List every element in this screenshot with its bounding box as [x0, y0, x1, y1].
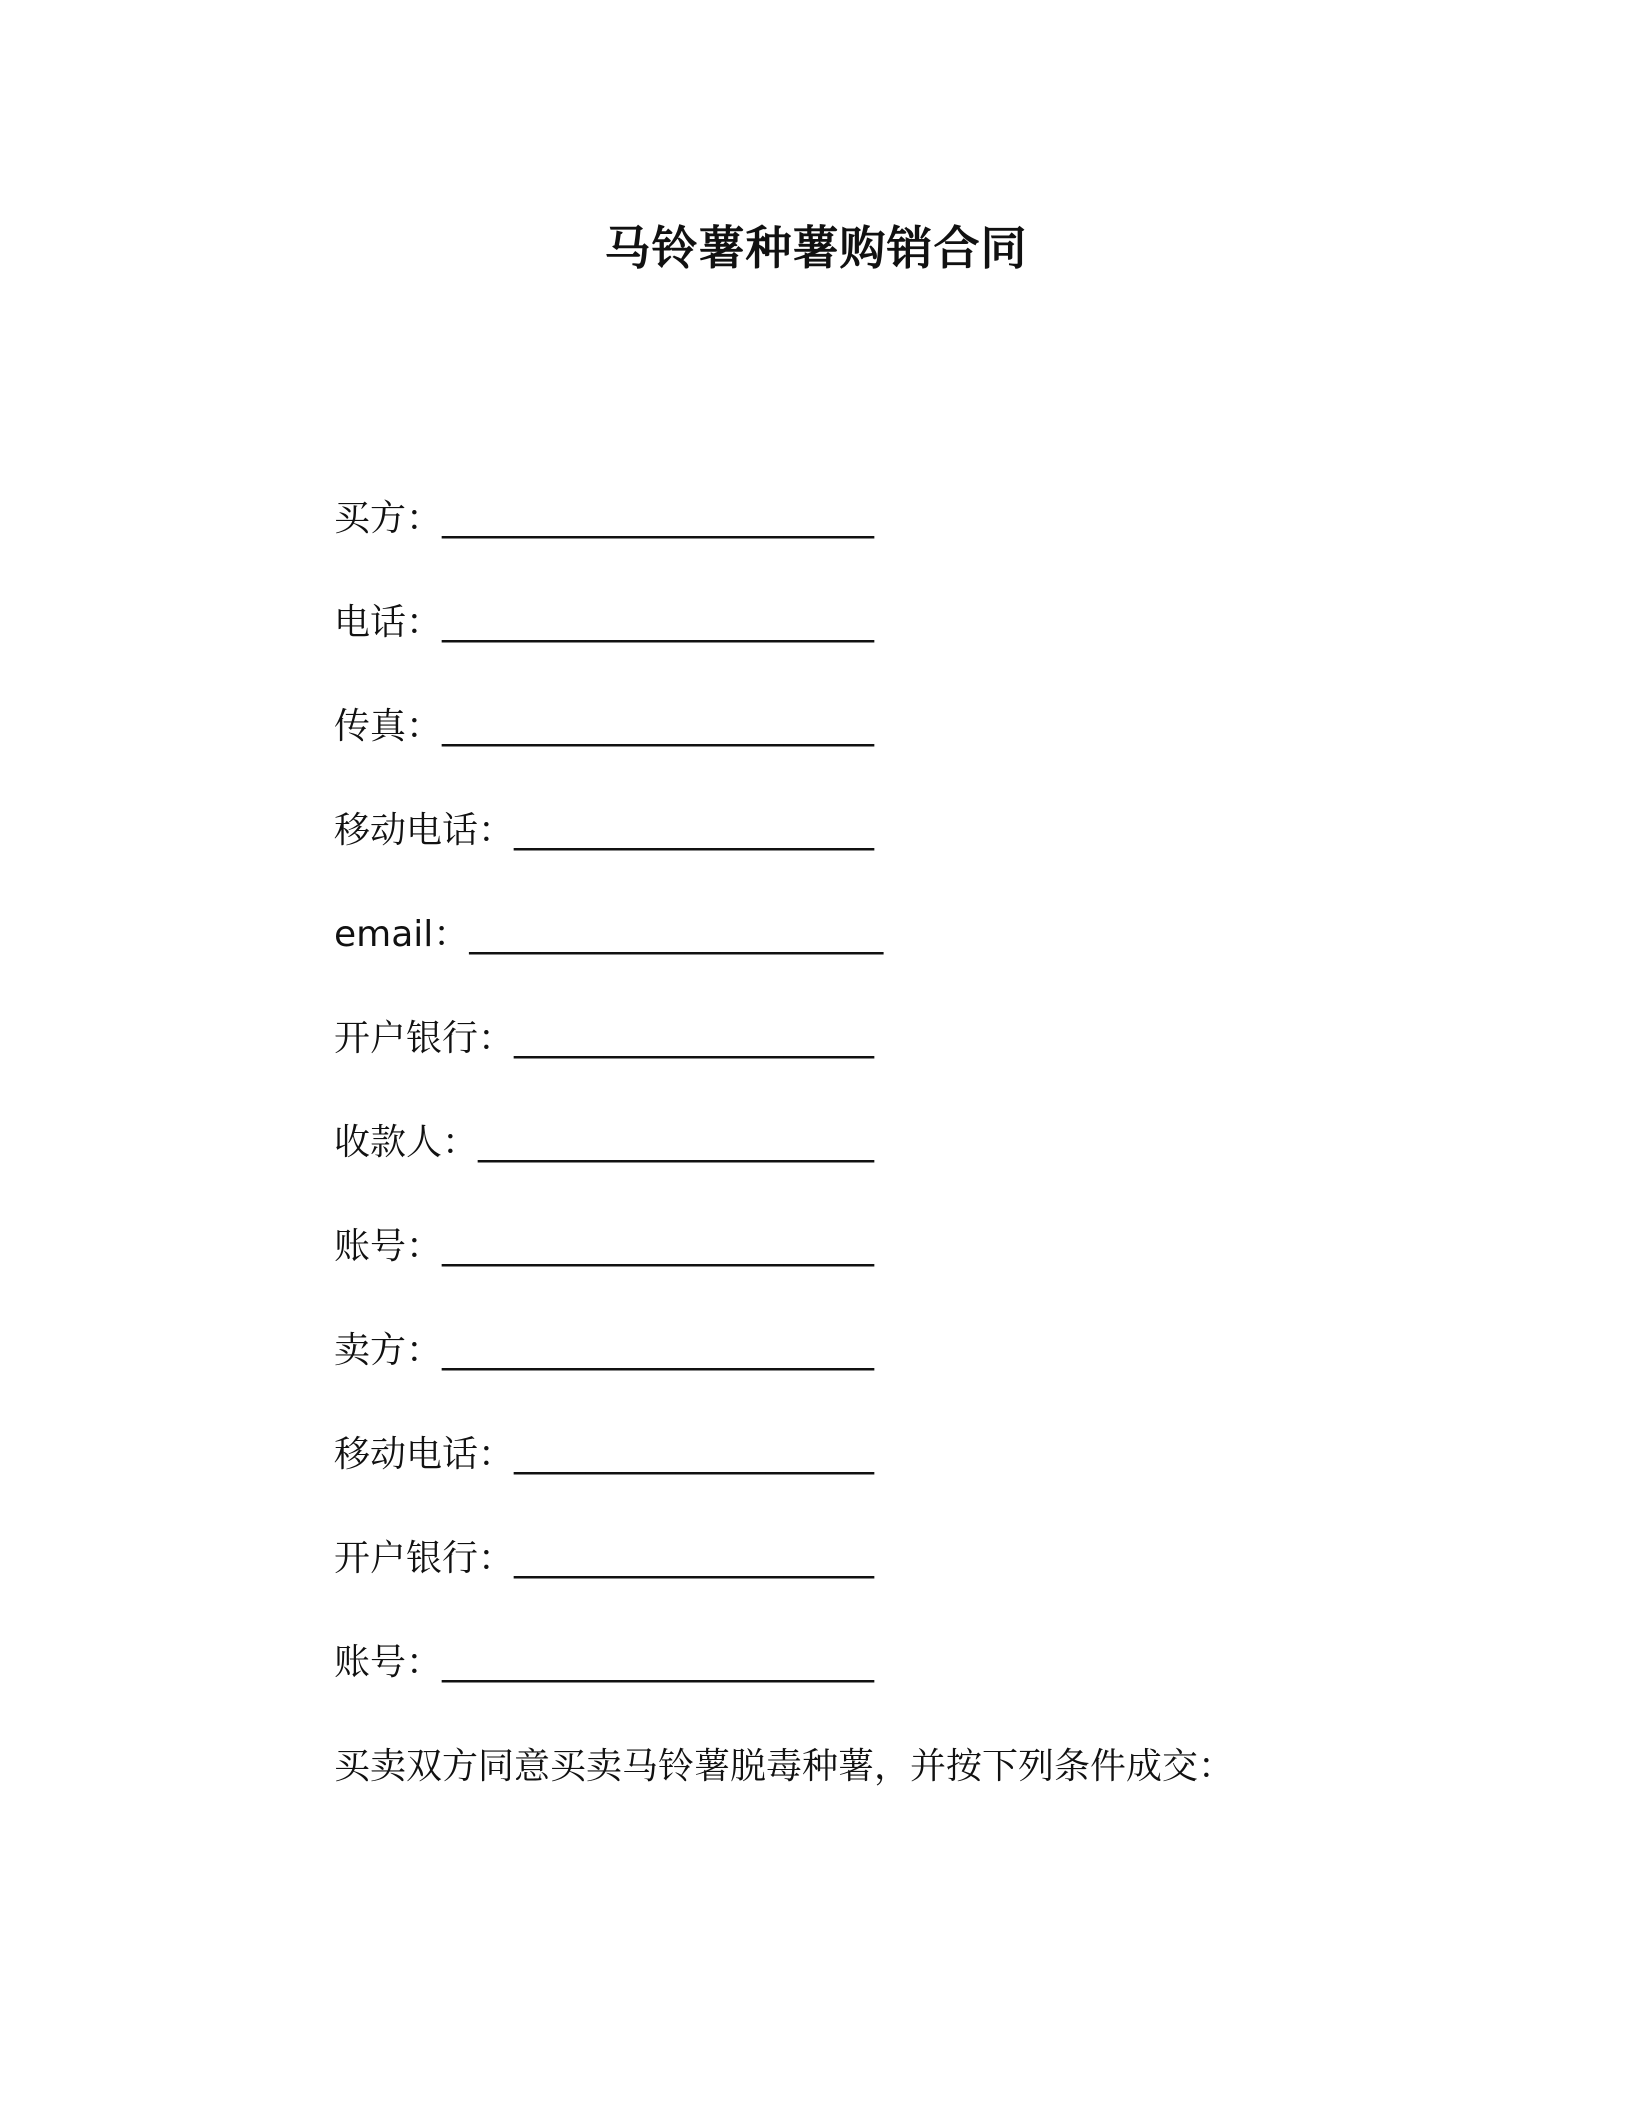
blank-line: ____________________ — [514, 1018, 875, 1059]
seller-field — [334, 1326, 1334, 1430]
field-label: 移动电话： — [334, 810, 515, 851]
blank-line: ________________________ — [442, 1330, 875, 1371]
account-field — [334, 1222, 1334, 1326]
blank-line: ______________________ — [478, 1122, 875, 1163]
contract-party-fields — [334, 494, 1334, 1742]
field-label: 开户银行： — [334, 1538, 515, 1579]
field-label: 账号： — [334, 1642, 443, 1683]
blank-line: ____________________ — [514, 1434, 875, 1475]
blank-line: ________________________ — [442, 602, 875, 643]
field-label: 账号： — [334, 1226, 443, 1267]
bank-field — [334, 1014, 1334, 1118]
field-label: 移动电话： — [334, 1434, 515, 1475]
blank-line: _______________________ — [469, 914, 884, 955]
blank-line: ________________________ — [442, 1642, 875, 1683]
seller-account-field — [334, 1638, 1334, 1742]
blank-line: ____________________ — [514, 810, 875, 851]
agreement-statement: 买卖双方同意买卖马铃薯脱毒种薯，并按下列条件成交： — [334, 1746, 1235, 1787]
blank-line: ________________________ — [442, 1226, 875, 1267]
seller-bank-field — [334, 1534, 1334, 1638]
field-label: 开户银行： — [334, 1018, 515, 1059]
document-title: 马铃薯种薯购销合同 — [604, 221, 1028, 275]
seller-mobile-field — [334, 1430, 1334, 1534]
payee-field — [334, 1118, 1334, 1222]
field-label: 买方： — [334, 498, 443, 539]
field-label: 传真： — [334, 706, 443, 747]
blank-line: ________________________ — [442, 498, 875, 539]
email-field — [334, 910, 1334, 1014]
blank-line: ____________________ — [514, 1538, 875, 1579]
blank-line: ________________________ — [442, 706, 875, 747]
field-label: 收款人： — [334, 1122, 479, 1163]
field-label: email： — [334, 914, 470, 955]
buyer-field — [334, 494, 1334, 598]
fax-field — [334, 702, 1334, 806]
mobile-field — [334, 806, 1334, 910]
phone-field — [334, 598, 1334, 702]
field-label: 卖方： — [334, 1330, 443, 1371]
field-label: 电话： — [334, 602, 443, 643]
